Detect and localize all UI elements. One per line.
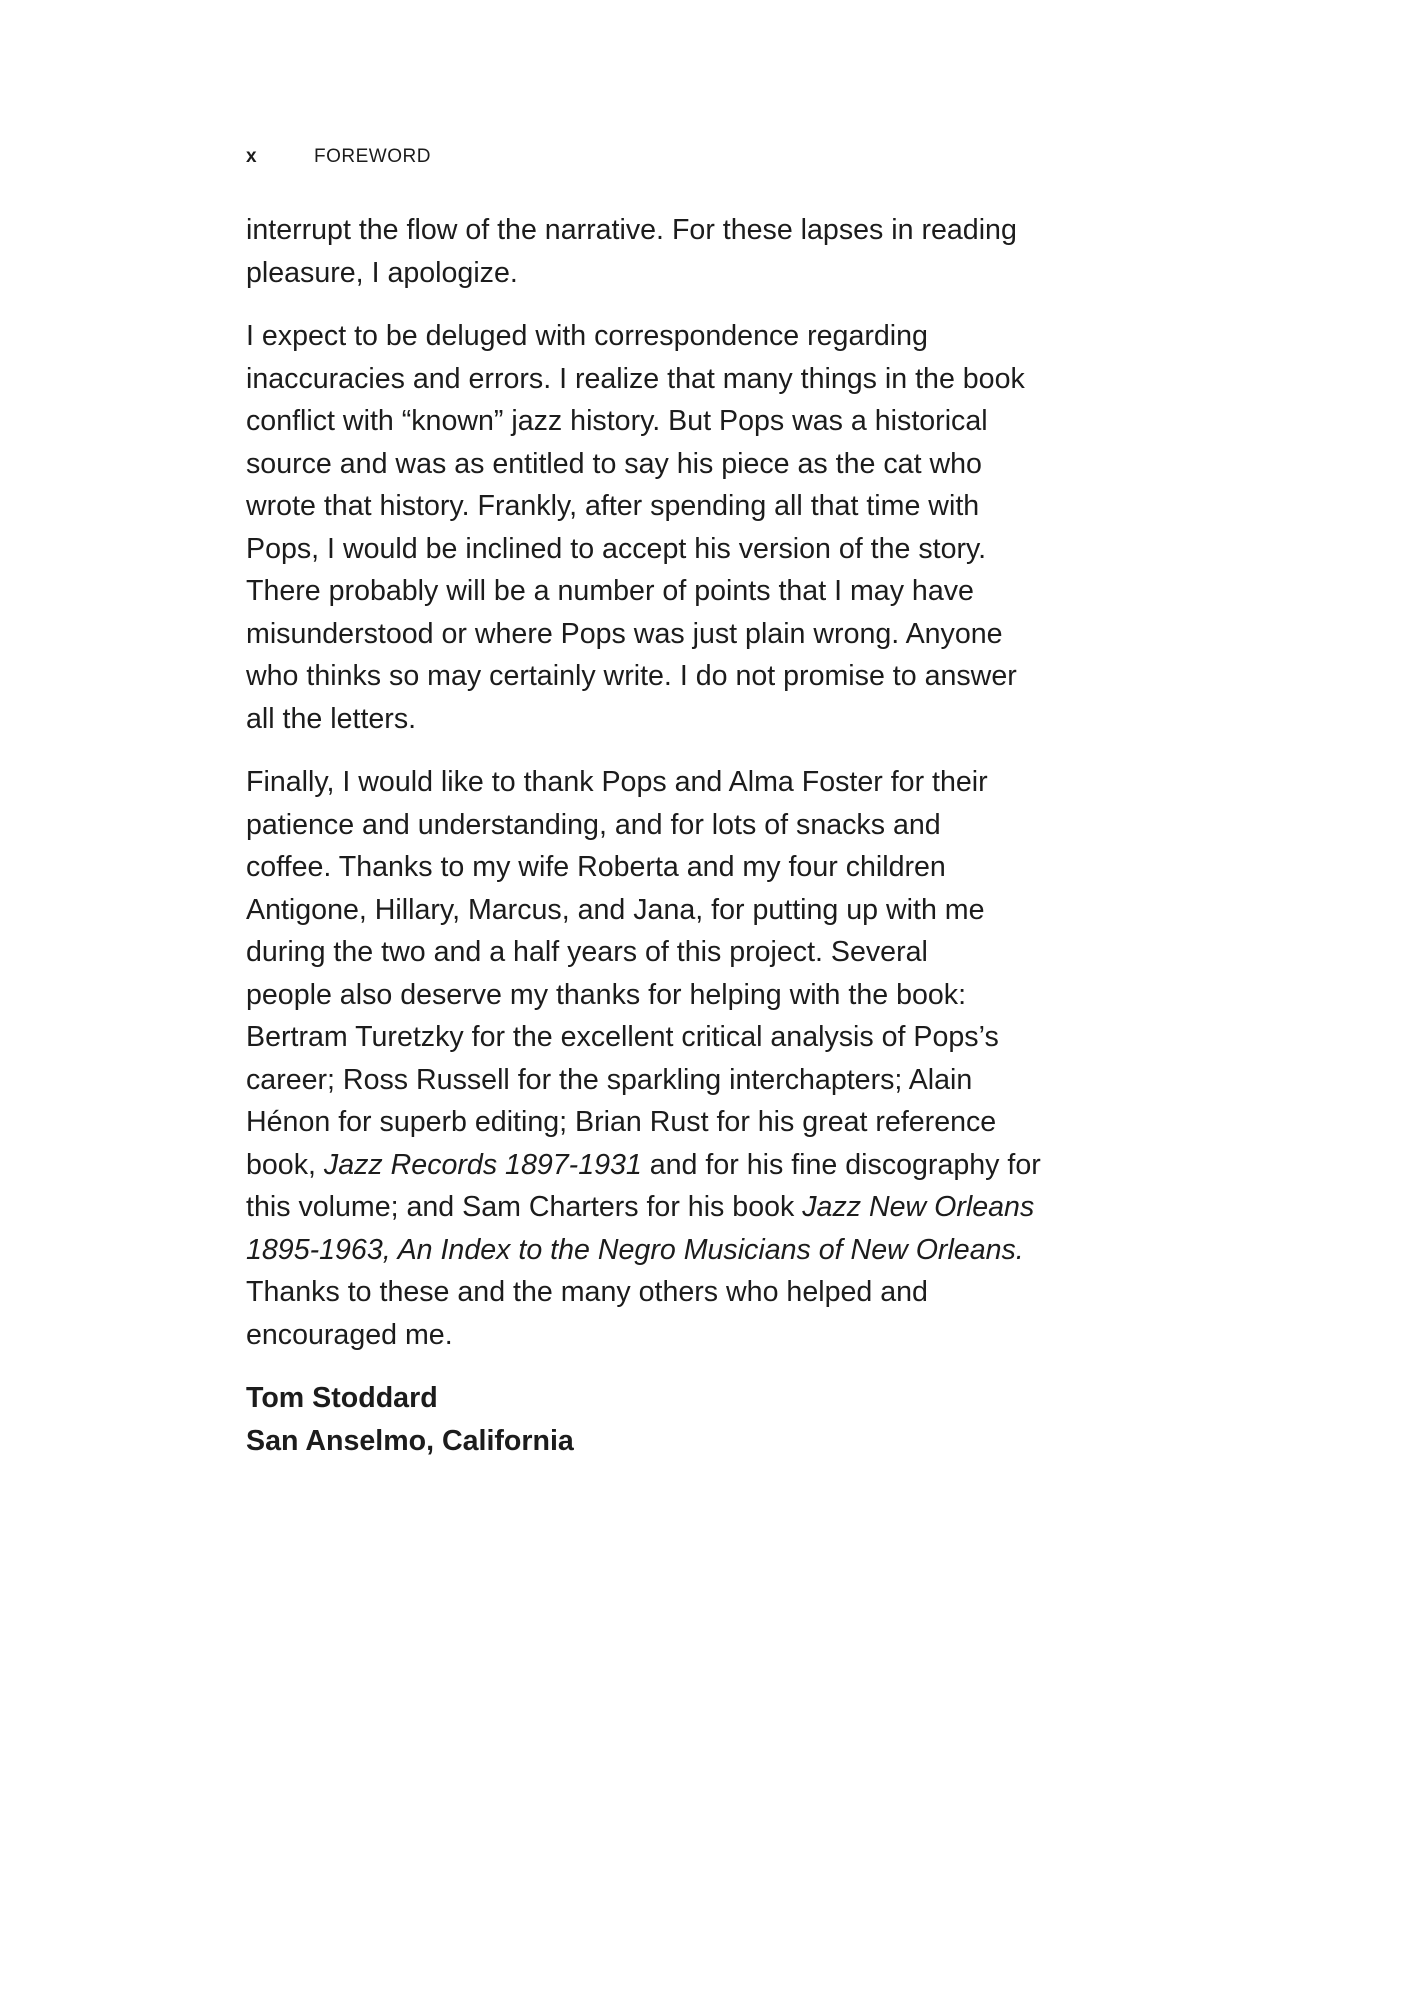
text-line: wrote that history. Frankly, after spending all that time with: [246, 490, 980, 522]
text-line: conflict with “known” jazz history. But Pops was a historical: [246, 405, 988, 437]
text-line: Finally, I would like to thank Pops and Alma Foster for their: [246, 766, 988, 798]
text-line: Bertram Turetzky for the excellent critical analysis of Pops’s: [246, 1021, 999, 1053]
text-segment: book,: [246, 1148, 324, 1181]
text-line: Antigone, Hillary, Marcus, and Jana, for putting up with me: [246, 893, 985, 926]
text-line: all the letters.: [246, 702, 417, 735]
book-title-italic: Jazz Records 1897-1931: [323, 1148, 642, 1181]
text-line: [246, 1229, 1186, 1272]
chapter-title: FOREWORD: [314, 146, 431, 167]
text-line: Thanks to these and the many others who helped and: [246, 1276, 928, 1308]
signature-block: [246, 1377, 1186, 1462]
text-line: inaccuracies and errors. I realize that many things in the book: [246, 362, 1025, 395]
text-line: [246, 1144, 1186, 1187]
text-line: There probably will be a number of points that I may have: [246, 575, 974, 607]
text-line: career; Ross Russell for the sparkling interchapters; Alain: [246, 1063, 973, 1096]
text-line: Pops, I would be inclined to accept his version of the story.: [246, 532, 987, 565]
paragraph-1: [246, 209, 1186, 294]
text-line: I expect to be deluged with correspondence regarding: [246, 320, 928, 352]
book-title-italic: Jazz New Orleans: [802, 1191, 1035, 1223]
author-location: San Anselmo, California: [246, 1424, 574, 1457]
text-line: during the two and a half years of this project. Several: [246, 936, 928, 968]
text-line: encouraged me.: [246, 1318, 453, 1351]
body-text: [246, 209, 1186, 1462]
text-line: Hénon for superb editing; Brian Rust for his great reference: [246, 1106, 997, 1138]
text-line: people also deserve my thanks for helping with the book:: [246, 978, 967, 1011]
text-segment: and for his fine discography for: [641, 1148, 1041, 1181]
text-line: [246, 1186, 1186, 1229]
text-line: source and was as entitled to say his piece as the cat who: [246, 447, 982, 480]
text-segment: this volume; and Sam Charters for his book: [246, 1191, 803, 1223]
text-line: interrupt the flow of the narrative. For these lapses in reading: [246, 214, 1017, 246]
text-line: coffee. Thanks to my wife Roberta and my four children: [246, 851, 946, 883]
paragraph-2: [246, 315, 1186, 740]
paragraph-3: [246, 761, 1186, 1356]
running-head: [246, 146, 431, 168]
text-line: pleasure, I apologize.: [246, 256, 518, 289]
text-line: who thinks so may certainly write. I do not promise to answer: [246, 660, 1017, 692]
text-line: patience and understanding, and for lots of snacks and: [246, 808, 941, 841]
author-name: Tom Stoddard: [246, 1382, 438, 1414]
page-number: x: [246, 146, 258, 167]
book-title-italic: 1895-1963, An Index to the Negro Musicians of New Orleans.: [246, 1233, 1024, 1266]
text-line: misunderstood or where Pops was just plain wrong. Anyone: [246, 617, 1003, 650]
